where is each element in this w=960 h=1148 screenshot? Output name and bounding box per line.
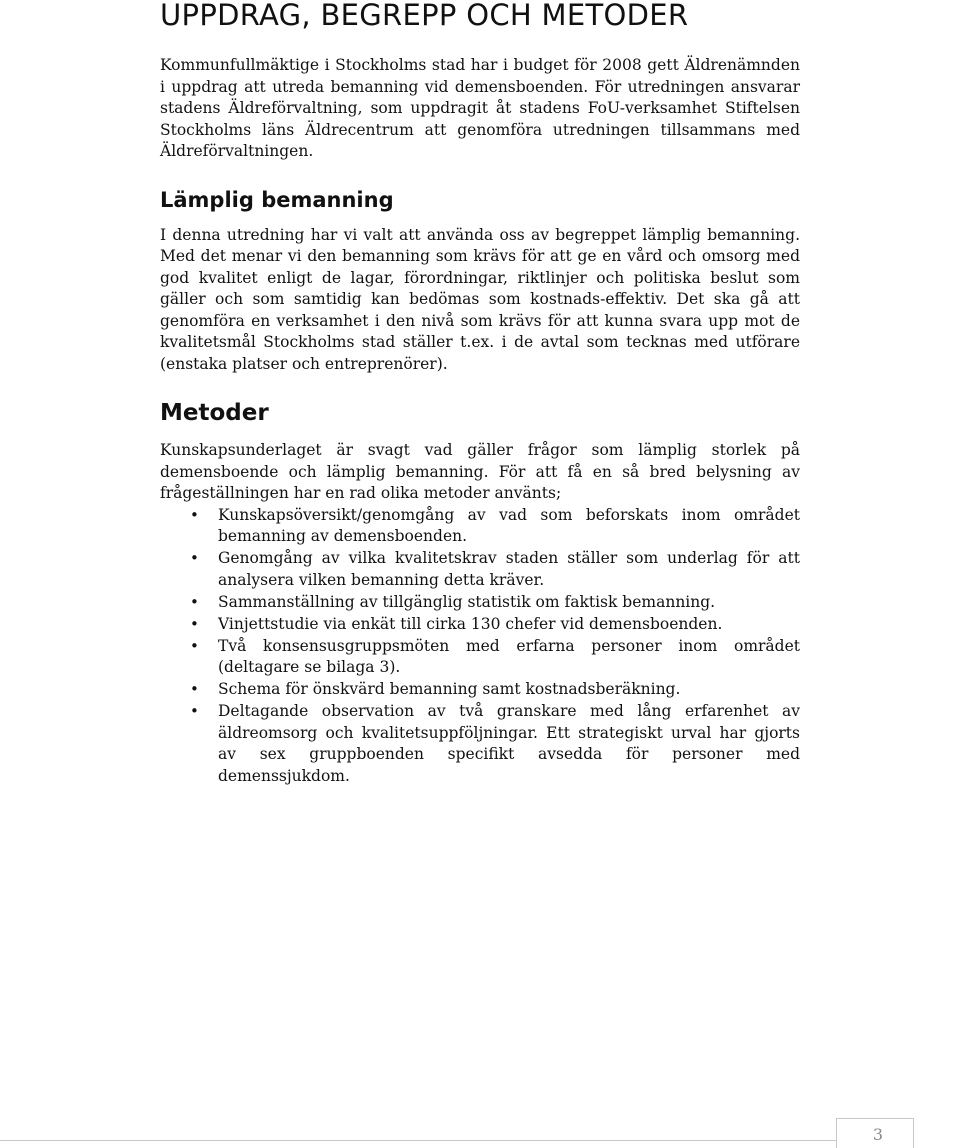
footer-rule bbox=[0, 1140, 836, 1141]
section-paragraph-lamplig-bemanning: I denna utredning har vi valt att använda oss av begreppet lämplig bemanning. Med det menar vi den bemanning som krävs för att ge en vård och omsorg med god kvalitet enligt de lagar, förordningar, riktlinjer och politiska beslut som gäller och som samtidig kan bedömas som kostnads-effektiv. Det ska gå att genomföra en verksamhet i den nivå som krävs för att kunna svara upp mot de kvalitetsmål Stockholms stad ställer t.ex. i de avtal som tecknas med utförare (enstaka platser och entreprenörer). bbox=[160, 225, 800, 373]
bullet-icon: • bbox=[190, 505, 199, 524]
list-item bbox=[160, 679, 800, 701]
document-page bbox=[160, 0, 800, 787]
methods-list bbox=[160, 505, 800, 788]
list-item bbox=[160, 636, 800, 679]
list-item-text: Kunskapsöversikt/genomgång av vad som beforskats inom området bemanning av demensboenden. bbox=[218, 505, 800, 545]
list-item-text: Vinjettstudie via enkät till cirka 130 chefer vid demensboenden. bbox=[218, 614, 723, 633]
list-item bbox=[160, 701, 800, 787]
list-item bbox=[160, 592, 800, 614]
page-number: 3 bbox=[872, 1125, 883, 1144]
list-item bbox=[160, 548, 800, 591]
list-item-text: Två konsensusgruppsmöten med erfarna personer inom området (deltagare se bilaga 3). bbox=[218, 636, 800, 676]
section-paragraph-metoder: Kunskapsunderlaget är svagt vad gäller frågor som lämplig storlek på demensboende och lämplig bemanning. För att få en så bred belysning av frågeställningen har en rad olika metoder använts; bbox=[160, 441, 800, 502]
section-heading-lamplig-bemanning: Lämplig bemanning bbox=[160, 187, 394, 212]
section-heading-metoder: Metoder bbox=[160, 400, 269, 426]
list-item-text: Sammanställning av tillgänglig statistik om faktisk bemanning. bbox=[218, 592, 716, 611]
list-item-text: Schema för önskvärd bemanning samt kostnadsberäkning. bbox=[218, 680, 681, 698]
intro-paragraph: Kommunfullmäktige i Stockholms stad har i budget för 2008 gett Äldrenämnden i uppdrag att utreda bemanning vid demensboenden. För utredningen ansvarar stadens Äldreförvaltning, som uppdragit åt stadens FoU-verksamhet Stiftelsen Stockholms läns Äldrecentrum att genomföra utredningen tillsammans med Äldreförvaltningen. bbox=[160, 56, 800, 160]
bullet-icon: • bbox=[190, 636, 199, 655]
bullet-icon: • bbox=[190, 702, 199, 720]
page-title: UPPDRAG, BEGREPP OCH METODER bbox=[160, 0, 689, 32]
list-item bbox=[160, 614, 800, 636]
bullet-icon: • bbox=[190, 614, 199, 633]
list-item bbox=[160, 505, 800, 548]
page-number-box bbox=[836, 1118, 914, 1148]
list-item-text: Genomgång av vilka kvalitetskrav staden ställer som underlag för att analysera vilken bemanning detta kräver. bbox=[218, 549, 800, 589]
bullet-icon: • bbox=[190, 680, 199, 698]
list-item-text: Deltagande observation av två granskare med lång erfarenhet av äldreomsorg och kvalitetsuppföljningar. Ett strategiskt urval har gjorts av sex gruppboenden specifikt avsedda för personer med demenssjukdom. bbox=[218, 702, 800, 785]
bullet-icon: • bbox=[190, 592, 199, 611]
bullet-icon: • bbox=[190, 549, 199, 567]
